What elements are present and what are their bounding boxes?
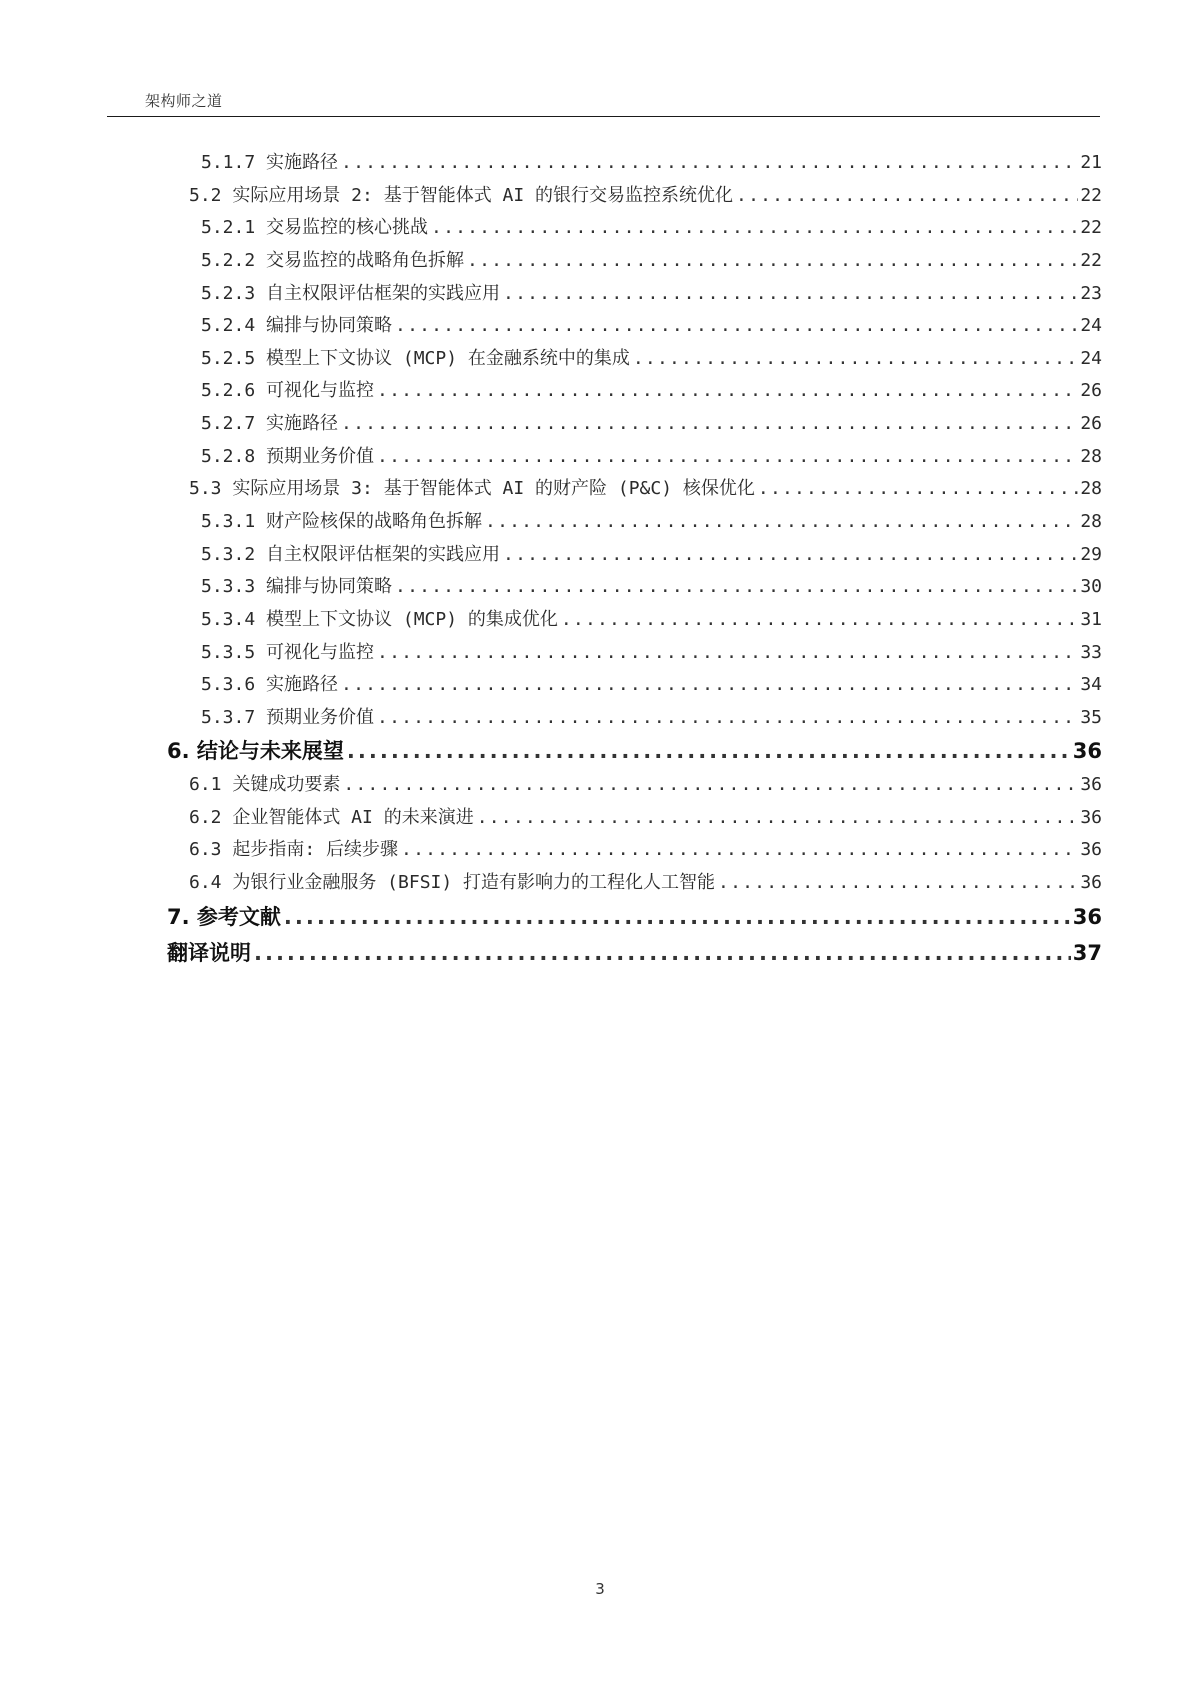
toc-entry-page: 24	[1080, 348, 1102, 369]
toc-entry[interactable]	[201, 703, 1102, 729]
toc-entry-page: 26	[1080, 380, 1102, 401]
toc-entry[interactable]	[189, 181, 1102, 207]
toc-entry-page: 36	[1080, 872, 1102, 893]
toc-entry-page: 34	[1080, 674, 1102, 695]
toc-entry-title: 5.2.8 预期业务价值	[201, 446, 375, 467]
toc-entry-title: 5.3.7 预期业务价值	[201, 707, 375, 728]
toc-entry[interactable]	[201, 540, 1102, 566]
toc-entry-title: 5.1.7 实施路径	[201, 152, 339, 173]
toc-leader-dots	[341, 413, 1078, 434]
toc-leader-dots	[736, 185, 1078, 206]
toc-leader-dots	[347, 739, 1071, 763]
toc-entry-page: 36	[1072, 739, 1102, 763]
toc-entry-page: 35	[1080, 707, 1102, 728]
toc-entry-title: 5.2.3 自主权限评估框架的实践应用	[201, 283, 501, 304]
toc-entry[interactable]	[167, 735, 1102, 765]
toc-leader-dots	[343, 774, 1078, 795]
toc-entry[interactable]	[167, 901, 1102, 931]
toc-entry-page: 36	[1072, 905, 1102, 929]
toc-entry-page: 28	[1080, 511, 1102, 532]
toc-entry[interactable]	[201, 279, 1102, 305]
toc-leader-dots	[254, 941, 1071, 965]
toc-entry[interactable]	[201, 376, 1102, 402]
toc-entry-page: 21	[1080, 152, 1102, 173]
toc-entry-title: 5.3.3 编排与协同策略	[201, 576, 393, 597]
toc-leader-dots	[503, 283, 1078, 304]
toc-entry-title: 5.3 实际应用场景 3: 基于智能体式 AI 的财产险 (P&C) 核保优化	[189, 478, 755, 499]
toc-entry-title: 6.3 起步指南: 后续步骤	[189, 839, 399, 860]
toc-entry-page: 28	[1080, 446, 1102, 467]
toc-entry[interactable]	[201, 507, 1102, 533]
toc-entry[interactable]	[189, 835, 1102, 861]
toc-leader-dots	[395, 576, 1078, 597]
toc-entry-title: 5.2.1 交易监控的核心挑战	[201, 217, 429, 238]
toc-entry[interactable]	[201, 572, 1102, 598]
toc-entry[interactable]	[189, 474, 1102, 500]
toc-entry-page: 22	[1080, 217, 1102, 238]
toc-entry-title: 5.2.6 可视化与监控	[201, 380, 375, 401]
page-header	[107, 86, 1100, 117]
toc-leader-dots	[561, 609, 1078, 630]
toc-entry-title: 6.4 为银行业金融服务 (BFSI) 打造有影响力的工程化人工智能	[189, 872, 716, 893]
toc-entry-page: 29	[1080, 544, 1102, 565]
toc-entry-page: 31	[1080, 609, 1102, 630]
toc-entry-title: 翻译说明	[167, 941, 251, 965]
toc-entry[interactable]	[201, 409, 1102, 435]
toc-entry[interactable]	[201, 605, 1102, 631]
toc-leader-dots	[485, 511, 1078, 532]
toc-leader-dots	[431, 217, 1078, 238]
toc-entry-title: 5.2.2 交易监控的战略角色拆解	[201, 250, 465, 271]
toc-entry-title: 5.2.5 模型上下文协议 (MCP) 在金融系统中的集成	[201, 348, 630, 369]
toc-entry-page: 33	[1080, 642, 1102, 663]
toc-entry-title: 5.2.7 实施路径	[201, 413, 339, 434]
toc-leader-dots	[467, 250, 1078, 271]
toc-entry-title: 5.2.4 编排与协同策略	[201, 315, 393, 336]
toc-entry[interactable]	[189, 770, 1102, 796]
toc-leader-dots	[718, 872, 1078, 893]
toc-leader-dots	[377, 707, 1078, 728]
toc-entry[interactable]	[201, 311, 1102, 337]
toc-entry[interactable]	[201, 638, 1102, 664]
toc-entry-title: 5.3.4 模型上下文协议 (MCP) 的集成优化	[201, 609, 558, 630]
header-title: 架构师之道	[145, 92, 223, 110]
toc-leader-dots	[377, 446, 1078, 467]
toc-entry-page: 36	[1080, 807, 1102, 828]
toc-entry-page: 22	[1080, 185, 1102, 206]
toc-entry-page: 36	[1080, 839, 1102, 860]
toc-entry[interactable]	[189, 868, 1102, 894]
toc-entry-page: 36	[1080, 774, 1102, 795]
toc-leader-dots	[341, 674, 1078, 695]
toc-entry[interactable]	[189, 803, 1102, 829]
toc-leader-dots	[395, 315, 1078, 336]
toc-leader-dots	[377, 380, 1078, 401]
toc-entry-title: 5.3.2 自主权限评估框架的实践应用	[201, 544, 501, 565]
toc-leader-dots	[377, 642, 1078, 663]
toc-leader-dots	[758, 478, 1078, 499]
toc-entry-title: 5.3.6 实施路径	[201, 674, 339, 695]
toc-entry-title: 6.1 关键成功要素	[189, 774, 341, 795]
toc-leader-dots	[401, 839, 1078, 860]
toc-entry-title: 5.2 实际应用场景 2: 基于智能体式 AI 的银行交易监控系统优化	[189, 185, 734, 206]
toc-entry[interactable]	[201, 148, 1102, 174]
toc-entry-page: 23	[1080, 283, 1102, 304]
toc-entry[interactable]	[201, 344, 1102, 370]
toc-entry-page: 24	[1080, 315, 1102, 336]
toc-entry-title: 6.2 企业智能体式 AI 的未来演进	[189, 807, 474, 828]
toc-entry-page: 28	[1080, 478, 1102, 499]
toc-entry-title: 5.3.1 财产险核保的战略角色拆解	[201, 511, 483, 532]
toc-entry[interactable]	[201, 442, 1102, 468]
toc-entry[interactable]	[167, 937, 1102, 967]
toc-entry-page: 26	[1080, 413, 1102, 434]
toc-entry-title: 5.3.5 可视化与监控	[201, 642, 375, 663]
toc-leader-dots	[341, 152, 1078, 173]
page-number: 3	[595, 1580, 605, 1598]
toc-entry-title: 7. 参考文献	[167, 905, 281, 929]
toc-leader-dots	[633, 348, 1078, 369]
toc-entry[interactable]	[201, 670, 1102, 696]
toc-entry[interactable]	[201, 213, 1102, 239]
toc-entry-title: 6. 结论与未来展望	[167, 739, 344, 763]
toc-entry-page: 37	[1072, 941, 1102, 965]
toc-entry-page: 22	[1080, 250, 1102, 271]
toc-leader-dots	[503, 544, 1078, 565]
toc-entry-page: 30	[1080, 576, 1102, 597]
toc-leader-dots	[477, 807, 1079, 828]
toc-entry[interactable]	[201, 246, 1102, 272]
toc-leader-dots	[284, 905, 1071, 929]
